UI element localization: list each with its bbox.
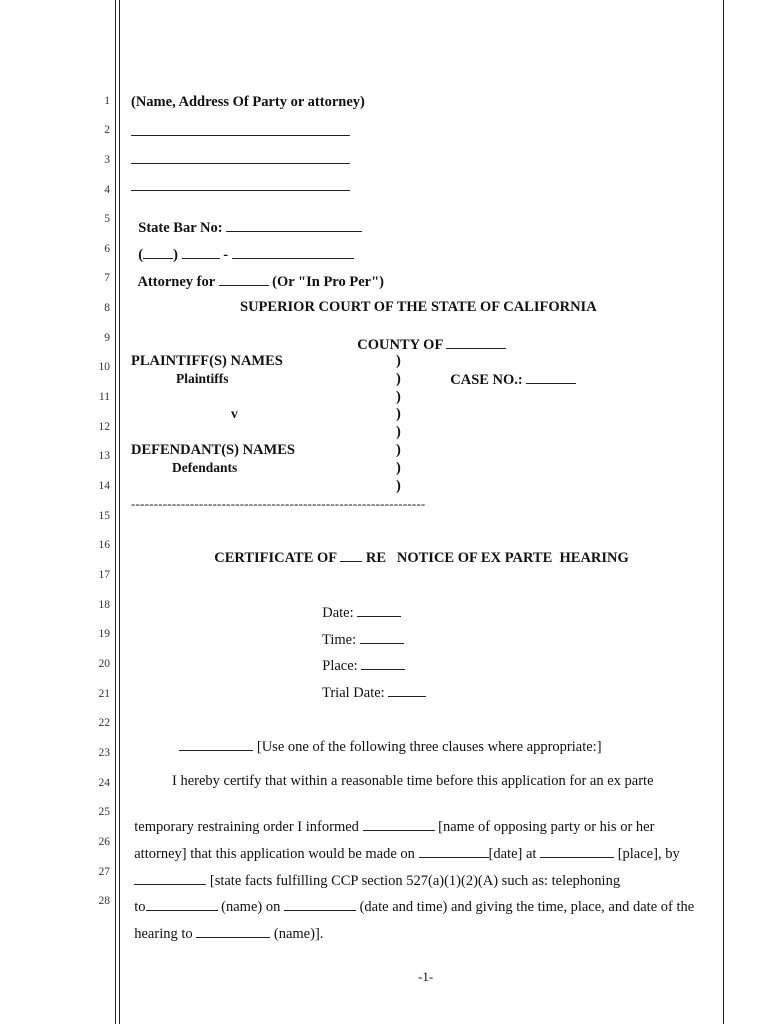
phone-open-paren: ( — [138, 247, 144, 263]
line-number: 12 — [98, 421, 110, 433]
body-line-1: I hereby certify that within a reasonable time before this application for an ex parte — [172, 773, 654, 789]
line-number: 7 — [104, 272, 110, 284]
line-number: 20 — [98, 658, 110, 670]
address-blank-line-2[interactable] — [131, 163, 350, 164]
line-number: 2 — [104, 124, 110, 136]
line-number: 9 — [104, 332, 110, 344]
body-line-3-text-b: [date] at — [488, 846, 537, 862]
instructions-row — [172, 719, 602, 756]
body-line-6 — [127, 906, 323, 943]
caption-paren: ) — [396, 460, 401, 476]
line-number: 6 — [104, 243, 110, 255]
line-number: 10 — [98, 361, 110, 373]
line-number: 27 — [98, 866, 110, 878]
right-margin-rule — [723, 0, 724, 1024]
line-number: 15 — [98, 510, 110, 522]
attorney-for-row — [131, 254, 384, 291]
body-line-4-text: [state facts fulfilling CCP section 527(a)(1)(2)(A) such as: telephoning — [209, 873, 621, 889]
address-blank-line-1[interactable] — [131, 135, 350, 136]
state-bar-label: State Bar No: — [138, 220, 223, 236]
line-number: 24 — [98, 777, 110, 789]
case-number-row — [443, 352, 576, 389]
plaintiffs-label: Plaintiffs — [176, 371, 229, 386]
body-line-2-text-a: temporary restraining order I informed — [134, 819, 359, 835]
defendant-names: DEFENDANT(S) NAMES — [131, 442, 295, 458]
line-number: 14 — [98, 480, 110, 492]
line-number: 8 — [104, 302, 110, 314]
attorney-for-blank[interactable] — [219, 272, 269, 286]
body-line-3-text-c: [place], by — [617, 846, 680, 862]
line-number: 17 — [98, 569, 110, 581]
trial-date-row — [315, 665, 426, 702]
versus-label: v — [231, 406, 238, 421]
address-blank-line-3[interactable] — [131, 190, 350, 191]
caption-divider: ----------------------------------------------------------------- — [131, 496, 426, 511]
phone-dash: - — [223, 247, 229, 263]
party-name-address-label: (Name, Address Of Party or attorney) — [131, 94, 365, 110]
line-number: 28 — [98, 895, 110, 907]
line-number: 22 — [98, 717, 110, 729]
caption-paren: ) — [396, 371, 401, 387]
clause-choice-blank[interactable] — [179, 737, 253, 751]
line-number: 25 — [98, 806, 110, 818]
line-number: 3 — [104, 154, 110, 166]
caption-paren: ) — [396, 389, 401, 405]
body-line-2-text-b: [name of opposing party or his or her — [438, 819, 655, 835]
county-row — [350, 317, 506, 354]
attorney-for-suffix: (Or "In Pro Per") — [272, 274, 384, 290]
instructions-text: [Use one of the following three clauses where appropriate:] — [256, 739, 602, 755]
county-blank[interactable] — [446, 335, 506, 349]
line-number: 13 — [98, 450, 110, 462]
defendants-label: Defendants — [172, 460, 238, 475]
caption-paren: ) — [396, 424, 401, 440]
trial-date-label: Trial Date: — [322, 685, 385, 701]
caption-paren: ) — [396, 353, 401, 369]
body-line-3-text-a: attorney] that this application would be made on — [134, 846, 415, 862]
line-number: 1 — [104, 95, 110, 107]
certificate-type-blank[interactable] — [340, 548, 362, 562]
line-number: 5 — [104, 213, 110, 225]
trial-date-blank[interactable] — [388, 683, 426, 697]
caption-paren: ) — [396, 406, 401, 422]
caption-paren: ) — [396, 442, 401, 458]
line-number: 16 — [98, 539, 110, 551]
line-number: 4 — [104, 184, 110, 196]
body-line-6-text-a: hearing to — [134, 926, 193, 942]
body-line-5-text-a: to — [134, 899, 146, 915]
phone-close-paren: ) — [173, 247, 178, 263]
hearing-notice-name-blank[interactable] — [196, 924, 270, 938]
county-label: COUNTY OF — [357, 337, 443, 353]
hearing-time-label: Time: — [322, 632, 357, 648]
document-title-part1: CERTIFICATE OF — [214, 550, 337, 566]
caption-paren: ) — [396, 478, 401, 494]
line-number: 18 — [98, 599, 110, 611]
document-title-part2: RE NOTICE OF EX PARTE HEARING — [365, 550, 629, 566]
line-number: 11 — [98, 391, 110, 403]
case-number-label: CASE NO.: — [450, 372, 523, 388]
plaintiff-names: PLAINTIFF(S) NAMES — [131, 353, 283, 369]
page-number: -1- — [418, 969, 434, 984]
hearing-place-label: Place: — [322, 658, 358, 674]
line-number: 23 — [98, 747, 110, 759]
line-number: 21 — [98, 688, 110, 700]
left-margin-rule-outer — [115, 0, 116, 1024]
line-number: 19 — [98, 628, 110, 640]
left-margin-rule-inner — [119, 0, 120, 1024]
court-title: SUPERIOR COURT OF THE STATE OF CALIFORNIA — [240, 299, 597, 315]
hearing-date-label: Date: — [322, 605, 354, 621]
case-number-blank[interactable] — [526, 370, 576, 384]
body-line-5-text-b: (name) on — [221, 899, 281, 915]
line-number: 26 — [98, 836, 110, 848]
document-title — [207, 530, 629, 567]
body-line-5-text-c: (date and time) and giving the time, place, and date of the — [359, 899, 695, 915]
attorney-for-label: Attorney for — [137, 274, 215, 290]
body-line-6-text-b: (name)]. — [273, 926, 324, 942]
